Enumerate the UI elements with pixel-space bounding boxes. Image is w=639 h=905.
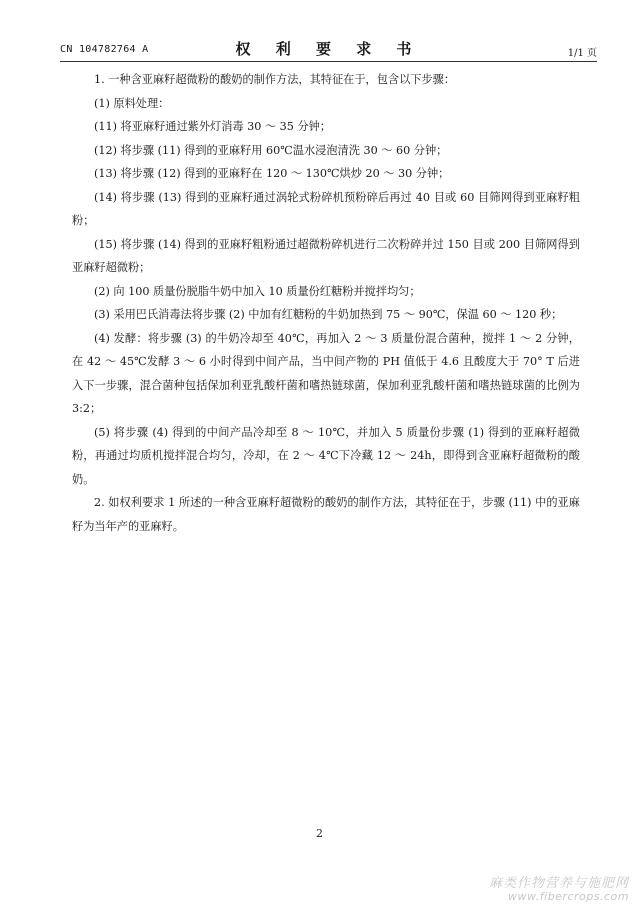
step-1-heading: (1) 原料处理： — [94, 96, 170, 110]
claims-body — [72, 68, 580, 538]
claim-2: 2. 如权利要求 1 所述的一种含亚麻籽超微粉的酸奶的制作方法，其特征在于，步骤 (11) 中的亚麻籽为当年产的亚麻籽。 — [72, 496, 580, 533]
step-14: (14) 将步骤 (13) 得到的亚麻籽通过涡轮式粉碎机预粉碎后再过 40 目或 60 目筛网得到亚麻籽粗粉； — [72, 190, 580, 227]
step-3: (3) 采用巴氏消毒法将步骤 (2) 中加有红糖粉的牛奶加热到 75 ～ 90℃，保温 60 ～ 120 秒； — [94, 308, 563, 321]
step-5: (5) 将步骤 (4) 得到的中间产品冷却至 8 ～ 10℃，并加入 5 质量份步骤 (1) 得到的亚麻籽超微粉，再通过均质机搅拌混合均匀，冷却，在 2 ～ 4℃下冷藏 12 ～ 24h，即得到含亚麻籽超微粉的酸奶。 — [72, 425, 580, 486]
step-2: (2) 向 100 质量份脱脂牛奶中加入 10 质量份红糖粉并搅拌均匀； — [94, 284, 421, 298]
watermark-url: www.fibercrops.com — [508, 890, 629, 903]
step-13: (13) 将步骤 (12) 得到的亚麻籽在 120 ～ 130℃烘炒 20 ～ 30 分钟； — [94, 167, 450, 180]
claim-1-intro: 1. 一种含亚麻籽超微粉的酸奶的制作方法，其特征在于，包含以下步骤： — [94, 73, 456, 86]
watermark-text: 麻类作物营养与施肥网 — [488, 876, 629, 891]
header-divider — [60, 61, 597, 62]
step-15: (15) 将步骤 (14) 得到的亚麻籽粗粉通过超微粉碎机进行二次粉碎并过 150 目或 200 目筛网得到亚麻籽超微粉； — [72, 237, 580, 274]
step-4: (4) 发酵：将步骤 (3) 的牛奶冷却至 40℃，再加入 2 ～ 3 质量份混合菌种，搅拌 1 ～ 2 分钟，在 42 ～ 45℃发酵 3 ～ 6 小时得到中间产品，当中间产物的 PH 值低于 4.6 且酸度大于 70° T 后进入下一步骤，混合菌种包括保加利亚乳酸杆菌和嗜热链球菌，保加利亚乳酸杆菌和嗜热链球菌的比例为 3:2； — [72, 331, 580, 415]
page-indicator: 1/1 页 — [567, 48, 597, 59]
step-11: (11) 将亚麻籽通过紫外灯消毒 30 ～ 35 分钟； — [94, 120, 332, 133]
page-title: 权 利 要 求 书 — [235, 40, 422, 58]
site-watermark — [489, 872, 629, 902]
document-header — [60, 38, 597, 60]
step-12: (12) 将步骤 (11) 得到的亚麻籽用 60℃温水浸泡清洗 30 ～ 60 分钟； — [94, 143, 448, 157]
patent-number: CN 104782764 A — [60, 44, 149, 55]
page-number: 2 — [316, 827, 323, 840]
